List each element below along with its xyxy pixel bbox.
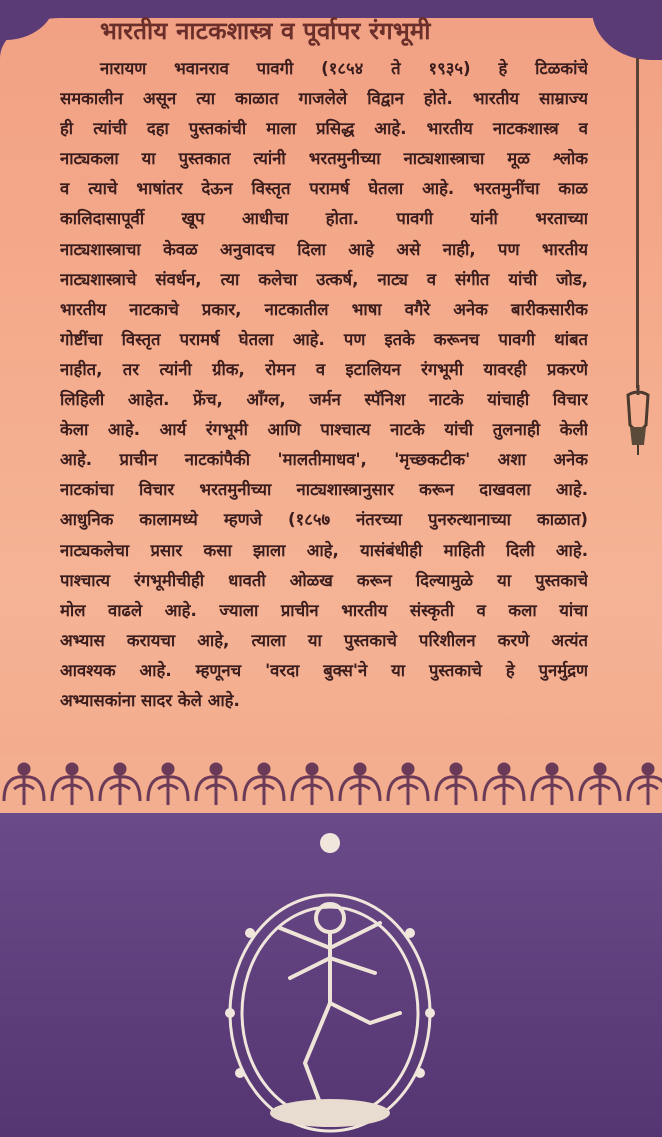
text-line: ही त्यांची दहा पुस्तकांची माला प्रसिद्ध आहे. भारतीय नाटकशास्त्र व [60, 119, 588, 139]
text-line: समकालीन असून त्या काळात गाजलेले विद्वान होते. भारतीय साम्राज्य [60, 89, 588, 109]
text-line: नाहीत, तर त्यांनी ग्रीक, रोमन व इटालियन रंगभूमी यावरही प्रकरणे [60, 359, 588, 379]
ornament-motif [4, 763, 44, 805]
text-line: नाट्यकला या पुस्तकात त्यांनी भरतमुनीच्या नाट्यशास्त्राचा मूळ श्लोक [60, 149, 588, 169]
text-line: आहे. प्राचीन नाटकांपैकी 'मालतीमाधव', 'मृच्छकटीक' अशा अनेक [60, 450, 588, 470]
ornament-motif [436, 763, 476, 805]
text-line: अभ्यासकांना सादर केले आहे. [60, 690, 240, 710]
text-line: भारतीय नाटकाचे प्रकार, नाटकातील भाषा वगैरे अनेक बारीकसारीक [60, 299, 588, 319]
text-line: नाट्यशास्त्राचे संवर्धन, त्या कलेचा उत्कर्ष, नाट्य व संगीत यांची जोड, [60, 269, 588, 289]
text-line: व त्याचे भाषांतर देऊन विस्तृत परामर्ष घेतला आहे. भरतमुनींचा काळ [60, 179, 588, 199]
ornament-motif [100, 763, 140, 805]
text-line: नाट्यकलेचा प्रसार कसा झाला आहे, यासंबंधीही माहिती दिली आहे. [60, 540, 588, 560]
ornament-motif [148, 763, 188, 805]
ornament-motif [580, 763, 620, 805]
text-line: लिहिली आहेत. फ्रेंच, आँग्ल, जर्मन स्पॅनिश नाटके यांचाही विचार [60, 390, 588, 410]
text-line: गोष्टींचा विस्तृत परामर्ष घेतला आहे. पण इतके करूनच पावगी थांबत [60, 329, 588, 349]
text-line: पाश्चात्य रंगभूमीचीही धावती ओळख करून दिल्यामुळे या पुस्तकाचे [60, 570, 588, 590]
ornament-motif [532, 763, 572, 805]
text-line: नाट्यशास्त्राचा केवळ अनुवादच दिला आहे असे नाही, पण भारतीय [60, 239, 588, 259]
ornament-motif [628, 763, 662, 805]
text-line: केला आहे. आर्य रंगभूमी आणि पाश्चात्य नाटके यांची तुलनाही केली [60, 420, 588, 440]
hanging-lamp-icon [620, 385, 656, 455]
ornament-motif [196, 763, 236, 805]
ornament-motif [52, 763, 92, 805]
ornament-motif [484, 763, 524, 805]
ornament-motif [244, 763, 284, 805]
nataraja-illustration [210, 813, 450, 1137]
text-line: आधुनिक कालामध्ये म्हणजे (१८५७ नंतरच्या पुनरुत्थानाच्या काळात) [60, 510, 588, 530]
ornament-motif [292, 763, 332, 805]
text-line: मोल वाढले आहे. ज्याला प्राचीन भारतीय संस्कृती व कला यांचा [60, 600, 588, 620]
text-line: आवश्यक आहे. म्हणूनच 'वरदा बुक्स'ने या पुस्तकाचे हे पुनर्मुद्रण [60, 660, 588, 680]
ornament-motif [340, 763, 380, 805]
text-line: नाटकांचा विचार भरतमुनीच्या नाट्यशास्त्रानुसार करून दाखवला आहे. [60, 480, 588, 500]
text-line: नारायण भवानराव पावगी (१८५४ ते १९३५) हे टिळकांचे [100, 59, 588, 78]
description-text [60, 54, 588, 716]
page-title: भारतीय नाटकशास्त्र व पूर्वापर रंगभूमी [100, 16, 431, 45]
text-line: अभ्यास करायचा आहे, त्याला या पुस्तकाचे परिशीलन करणे अत्यंत [60, 630, 588, 650]
ornamental-border [0, 755, 662, 813]
text-line: कालिदासापूर्वी खूप आधीचा होता. पावगी यांनी भरताच्या [60, 209, 588, 229]
lamp-chain [636, 58, 639, 388]
ornament-motif [388, 763, 428, 805]
